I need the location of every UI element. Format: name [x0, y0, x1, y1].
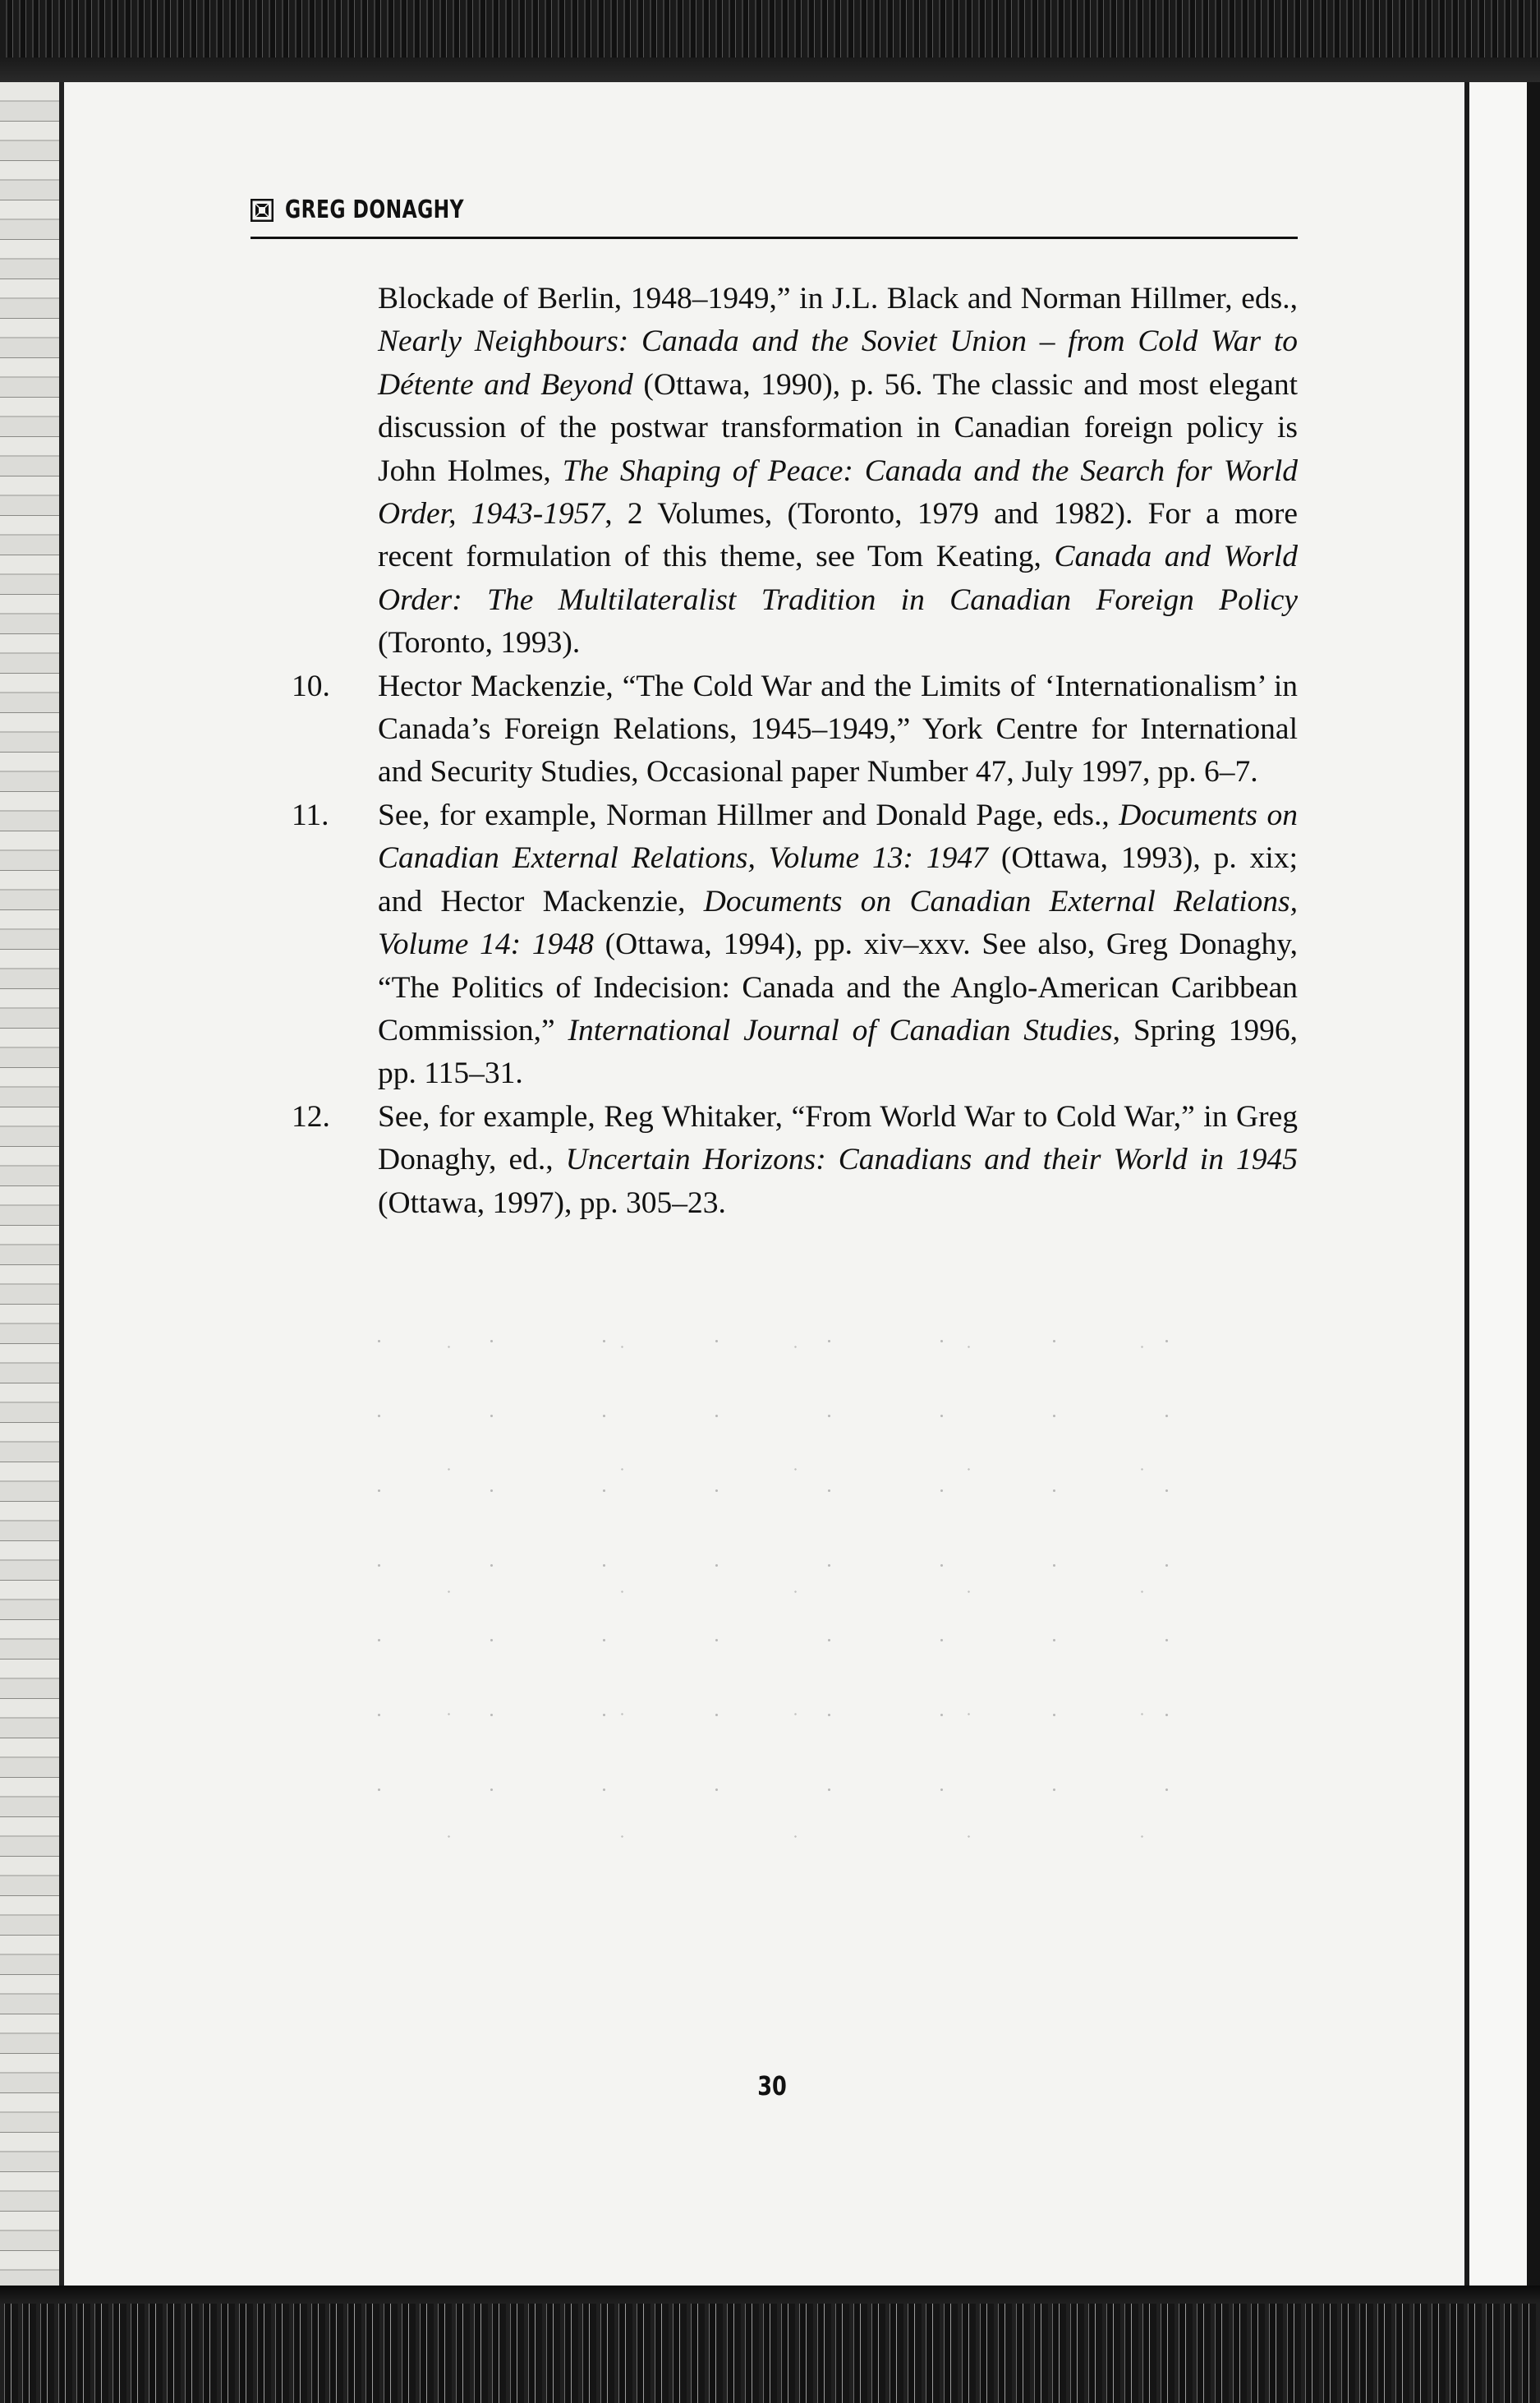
citation-title: Uncertain Horizons: Canadians and their World in 1945 [565, 1143, 1298, 1177]
scan-border-top [0, 0, 1540, 82]
page-number: 30 [757, 2070, 787, 2101]
scan-speckle [312, 1282, 1232, 1857]
running-head [251, 196, 1298, 239]
author-name: GREG DONAGHY [285, 196, 464, 224]
endnote-number: 12. [292, 1099, 330, 1134]
endnote [292, 278, 1298, 665]
citation-title: The Shaping of Peace: Canada and the Search for World Order, 1943-1957 [378, 453, 1299, 532]
endnote-segment: (Ottawa, 1993), p. xix; and Hector Mackenzie, [378, 841, 1298, 918]
endnote-segment: See, for example, Norman Hillmer and Donald Page, eds., [378, 798, 1119, 832]
endnote [292, 794, 1298, 1096]
citation-title: Nearly Neighbours: Canada and the Soviet Union – from Cold War to Détente and Beyond [378, 325, 1298, 402]
endnote-number: 10. [292, 669, 330, 703]
scan-border-bottom [0, 2286, 1540, 2403]
scan-border-left [0, 82, 64, 2286]
endnote-text [378, 1096, 1298, 1225]
endnote [292, 1096, 1298, 1225]
endnote-segment: Blockade of Berlin, 1948–1949,” in J.L. Black and Norman Hillmer, eds., [378, 282, 1298, 315]
endnote-segment: , 2 Volumes, (Toronto, 1979 and 1982). For a more recent formulation of this theme, see Tom Keating, [378, 497, 1299, 574]
endnote-text [378, 665, 1298, 794]
endnote-text [378, 278, 1298, 665]
endnote-segment: (Ottawa, 1990), p. 56. The classic and most elegant discussion of the postwar transformation in Canadian foreign policy is John Holmes, [378, 367, 1298, 488]
endnote-segment: Hector Mackenzie, “The Cold War and the Limits of ‘Internationalism’ in Canada’s Foreign Relations, 1945–1949,” York Centre for International and Security Studies, Occasional paper Number 47, July 1997, pp. 6–7. [378, 669, 1298, 789]
citation-title: Canada and World Order: The Multilateralist Tradition in Canadian Foreign Policy [378, 540, 1298, 617]
citation-title: Documents on Canadian External Relations, Volume 13: 1947 [378, 798, 1298, 876]
endnote-text [378, 794, 1298, 1096]
endnote-segment: See, for example, Reg Whitaker, “From World War to Cold War,” in Greg Donaghy, ed., [378, 1099, 1298, 1177]
endnotes-list [292, 278, 1298, 1225]
endnote-segment: (Ottawa, 1997), pp. 305–23. [378, 1185, 726, 1220]
endnote-segment: (Ottawa, 1994), pp. xiv–xxv. See also, Greg Donaghy, “The Politics of Indecision: Canada and the Anglo-American Caribbean Commission,” [378, 928, 1298, 1047]
endnote-segment: (Toronto, 1993). [378, 626, 581, 661]
endnote [292, 665, 1298, 794]
endnote-number: 11. [292, 798, 329, 832]
framed-square-logo-icon [251, 199, 274, 222]
citation-title: International Journal of Canadian Studies [568, 1013, 1113, 1047]
scan-border-right [1464, 82, 1540, 2286]
endnote-segment: , Spring 1996, pp. 115–31. [378, 1013, 1299, 1091]
citation-title: Documents on Canadian External Relations, Volume 14: 1948 [378, 884, 1299, 962]
